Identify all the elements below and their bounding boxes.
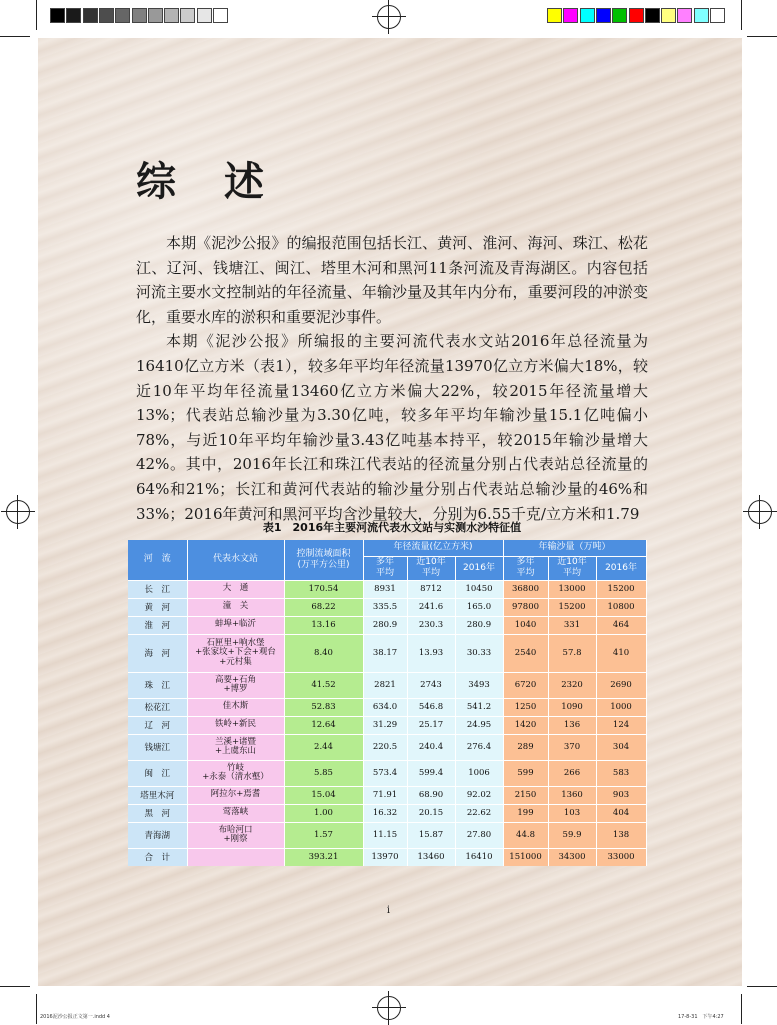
calibration-swatch bbox=[710, 8, 725, 23]
cell-runoff-avg10: 2743 bbox=[407, 672, 455, 698]
calibration-swatch bbox=[132, 8, 147, 23]
cell-station-name bbox=[187, 848, 284, 866]
cell-sediment-avg: 599 bbox=[503, 760, 548, 786]
calibration-swatch bbox=[148, 8, 163, 23]
table-row bbox=[128, 760, 646, 786]
cell-station-name: 布哈河口 +刚察 bbox=[187, 822, 284, 848]
cell-runoff-avg10: 68.90 bbox=[407, 786, 455, 804]
cell-runoff-avg10: 13460 bbox=[407, 848, 455, 866]
cell-runoff-2016: 24.95 bbox=[455, 716, 503, 734]
cell-station-name: 佳木斯 bbox=[187, 698, 284, 716]
cell-sediment-avg: 44.8 bbox=[503, 822, 548, 848]
cell-station-name: 莺落峡 bbox=[187, 804, 284, 822]
cell-sediment-2016: 2690 bbox=[596, 672, 646, 698]
cell-sediment-avg: 1040 bbox=[503, 616, 548, 634]
cell-sediment-2016: 583 bbox=[596, 760, 646, 786]
cell-station-name: 潼 关 bbox=[187, 598, 284, 616]
cell-sediment-avg10: 34300 bbox=[548, 848, 596, 866]
calibration-swatch bbox=[99, 8, 114, 23]
cell-basin-area: 13.16 bbox=[284, 616, 363, 634]
footer-timestamp: 17-8-31 下午4:27 bbox=[678, 1014, 724, 1020]
cell-sediment-avg10: 1090 bbox=[548, 698, 596, 716]
registration-mark-left bbox=[6, 500, 30, 524]
cell-river-name: 淮 河 bbox=[128, 616, 187, 634]
cell-runoff-2016: 10450 bbox=[455, 580, 503, 598]
cell-sediment-avg: 6720 bbox=[503, 672, 548, 698]
cell-river-name: 辽 河 bbox=[128, 716, 187, 734]
calibration-swatch bbox=[164, 8, 179, 23]
cell-runoff-avg: 38.17 bbox=[363, 634, 407, 672]
cell-runoff-avg: 634.0 bbox=[363, 698, 407, 716]
cell-river-name: 黑 河 bbox=[128, 804, 187, 822]
cell-sediment-avg: 289 bbox=[503, 734, 548, 760]
header-runoff-2016: 2016年 bbox=[455, 556, 503, 580]
cell-basin-area: 1.00 bbox=[284, 804, 363, 822]
cell-station-name: 蚌埠+临沂 bbox=[187, 616, 284, 634]
cell-station-name: 石匣里+响水堡 +张家坟+下会+观台 +元村集 bbox=[187, 634, 284, 672]
calibration-swatch bbox=[115, 8, 130, 23]
cell-runoff-avg: 31.29 bbox=[363, 716, 407, 734]
cell-sediment-avg: 1250 bbox=[503, 698, 548, 716]
table-row bbox=[128, 786, 646, 804]
cell-runoff-avg10: 230.3 bbox=[407, 616, 455, 634]
cell-runoff-avg: 573.4 bbox=[363, 760, 407, 786]
crop-mark bbox=[741, 994, 742, 1024]
page-number: i bbox=[386, 905, 391, 916]
header-sediment-avg: 多年 平均 bbox=[503, 556, 548, 580]
cell-sediment-avg: 2540 bbox=[503, 634, 548, 672]
table-row bbox=[128, 822, 646, 848]
cell-sediment-avg: 2150 bbox=[503, 786, 548, 804]
cell-runoff-avg: 280.9 bbox=[363, 616, 407, 634]
table-row bbox=[128, 634, 646, 672]
cell-sediment-avg: 97800 bbox=[503, 598, 548, 616]
crop-mark bbox=[36, 994, 37, 1024]
header-area-text: 控制流域面积 (万平方公里) bbox=[296, 548, 351, 570]
calibration-swatch bbox=[580, 8, 595, 23]
cell-basin-area: 393.21 bbox=[284, 848, 363, 866]
cell-runoff-avg10: 546.8 bbox=[407, 698, 455, 716]
paragraph-scope: 本期《泥沙公报》的编报范围包括长江、黄河、淮河、海河、珠江、松花江、辽河、钱塘江、闽江、塔里木河和黑河11条河流及青海湖区。内容包括河流主要水文控制站的年径流量、年输沙量及其年内分布，重要河段的冲淤变化，重要水库的淤积和重要泥沙事件。 bbox=[136, 234, 648, 326]
registration-mark-top bbox=[377, 5, 401, 29]
cell-sediment-2016: 404 bbox=[596, 804, 646, 822]
cell-sediment-2016: 410 bbox=[596, 634, 646, 672]
footer-file-name: 2016泥沙公报正文第一.indd 4 bbox=[40, 1014, 110, 1020]
cell-basin-area: 15.04 bbox=[284, 786, 363, 804]
header-runoff-avg: 多年 平均 bbox=[363, 556, 407, 580]
table-caption: 表1 2016年主要河流代表水文站与实测水沙特征值 bbox=[262, 521, 522, 534]
cell-river-name: 珠 江 bbox=[128, 672, 187, 698]
cell-sediment-avg: 36800 bbox=[503, 580, 548, 598]
cell-sediment-2016: 138 bbox=[596, 822, 646, 848]
cell-river-name: 海 河 bbox=[128, 634, 187, 672]
cell-river-name: 青海湖 bbox=[128, 822, 187, 848]
table-row bbox=[128, 580, 646, 598]
cell-runoff-avg: 2821 bbox=[363, 672, 407, 698]
cell-runoff-2016: 22.62 bbox=[455, 804, 503, 822]
cell-sediment-2016: 464 bbox=[596, 616, 646, 634]
calibration-swatch bbox=[612, 8, 627, 23]
paragraph-summary: 本期《泥沙公报》所编报的主要河流代表水文站2016年总径流量为16410亿立方米（表1），较多年平均年径流量13970亿立方米偏大18%，较近10年平均年径流量13460亿立方米偏大22%，较2015年径流量增大13%；代表站总输沙量为3.30亿吨，较多年平均年输沙量15.1亿吨偏小78%，与近10年平均年输沙量3.43亿吨基本持平，较2015年输沙量增大42%。其中，2016年长江和珠江代表站的径流量分别占代表站总径流量的64%和21%；长江和黄河代表站的输沙量分别占代表站总输沙量的46%和33%；2016年黄河和黑河平均含沙量较大，分别为6.55千克/立方米和1.79 bbox=[136, 332, 648, 523]
cell-sediment-2016: 10800 bbox=[596, 598, 646, 616]
calibration-swatch bbox=[66, 8, 81, 23]
calibration-swatch bbox=[661, 8, 676, 23]
cell-station-name: 铁岭+新民 bbox=[187, 716, 284, 734]
calibration-swatch bbox=[50, 8, 65, 23]
cell-runoff-2016: 92.02 bbox=[455, 786, 503, 804]
table-row bbox=[128, 734, 646, 760]
header-runoff-group: 年径流量(亿立方米) bbox=[363, 540, 503, 556]
calibration-swatch bbox=[629, 8, 644, 23]
cell-basin-area: 1.57 bbox=[284, 822, 363, 848]
cell-runoff-avg: 16.32 bbox=[363, 804, 407, 822]
cell-basin-area: 5.85 bbox=[284, 760, 363, 786]
cell-sediment-avg10: 136 bbox=[548, 716, 596, 734]
cell-river-name: 合 计 bbox=[128, 848, 187, 866]
cell-sediment-2016: 33000 bbox=[596, 848, 646, 866]
cell-runoff-2016: 276.4 bbox=[455, 734, 503, 760]
cell-runoff-2016: 541.2 bbox=[455, 698, 503, 716]
cell-runoff-avg10: 599.4 bbox=[407, 760, 455, 786]
cell-runoff-avg10: 13.93 bbox=[407, 634, 455, 672]
calibration-swatch bbox=[563, 8, 578, 23]
calibration-swatch bbox=[213, 8, 228, 23]
cell-sediment-avg10: 266 bbox=[548, 760, 596, 786]
cell-runoff-2016: 165.0 bbox=[455, 598, 503, 616]
section-heading: 综述 bbox=[136, 159, 312, 205]
registration-mark-right bbox=[748, 500, 772, 524]
cell-runoff-avg: 11.15 bbox=[363, 822, 407, 848]
cell-sediment-avg10: 370 bbox=[548, 734, 596, 760]
cell-runoff-2016: 280.9 bbox=[455, 616, 503, 634]
hydrology-table bbox=[128, 540, 647, 866]
cell-river-name: 长 江 bbox=[128, 580, 187, 598]
cell-runoff-2016: 27.80 bbox=[455, 822, 503, 848]
header-sediment-2016: 2016年 bbox=[596, 556, 646, 580]
calibration-swatch bbox=[694, 8, 709, 23]
cell-sediment-avg10: 2320 bbox=[548, 672, 596, 698]
calibration-swatch bbox=[83, 8, 98, 23]
header-sediment-avg10: 近10年 平均 bbox=[548, 556, 596, 580]
cell-runoff-2016: 1006 bbox=[455, 760, 503, 786]
cell-river-name: 黄 河 bbox=[128, 598, 187, 616]
cell-sediment-2016: 15200 bbox=[596, 580, 646, 598]
table-row bbox=[128, 616, 646, 634]
cell-runoff-avg10: 25.17 bbox=[407, 716, 455, 734]
cell-runoff-avg10: 15.87 bbox=[407, 822, 455, 848]
cell-runoff-avg: 220.5 bbox=[363, 734, 407, 760]
cell-basin-area: 170.54 bbox=[284, 580, 363, 598]
cell-sediment-avg10: 13000 bbox=[548, 580, 596, 598]
table-row bbox=[128, 848, 646, 866]
header-station: 代表水文站 bbox=[187, 540, 284, 580]
cell-runoff-avg10: 20.15 bbox=[407, 804, 455, 822]
cell-sediment-avg: 151000 bbox=[503, 848, 548, 866]
calibration-swatch bbox=[547, 8, 562, 23]
table-row bbox=[128, 716, 646, 734]
body-text bbox=[136, 231, 648, 526]
cell-river-name: 松花江 bbox=[128, 698, 187, 716]
cell-runoff-2016: 3493 bbox=[455, 672, 503, 698]
cell-sediment-avg10: 57.8 bbox=[548, 634, 596, 672]
cell-runoff-avg: 13970 bbox=[363, 848, 407, 866]
cell-river-name: 闽 江 bbox=[128, 760, 187, 786]
cell-sediment-avg10: 59.9 bbox=[548, 822, 596, 848]
cell-station-name: 高要+石角 +博罗 bbox=[187, 672, 284, 698]
cell-river-name: 塔里木河 bbox=[128, 786, 187, 804]
cell-sediment-2016: 903 bbox=[596, 786, 646, 804]
cell-basin-area: 2.44 bbox=[284, 734, 363, 760]
calibration-swatch bbox=[645, 8, 660, 23]
cell-runoff-avg10: 8712 bbox=[407, 580, 455, 598]
cell-sediment-avg: 1420 bbox=[503, 716, 548, 734]
calibration-swatch bbox=[677, 8, 692, 23]
header-runoff-avg10: 近10年 平均 bbox=[407, 556, 455, 580]
cell-runoff-avg: 335.5 bbox=[363, 598, 407, 616]
cell-station-name: 阿拉尔+焉耆 bbox=[187, 786, 284, 804]
cell-sediment-avg: 199 bbox=[503, 804, 548, 822]
cell-runoff-avg10: 240.4 bbox=[407, 734, 455, 760]
cell-sediment-avg10: 103 bbox=[548, 804, 596, 822]
cell-station-name: 兰溪+诸暨 +上虞东山 bbox=[187, 734, 284, 760]
header-area bbox=[284, 540, 363, 580]
cell-river-name: 钱塘江 bbox=[128, 734, 187, 760]
calibration-swatch bbox=[197, 8, 212, 23]
table-row bbox=[128, 598, 646, 616]
cell-sediment-2016: 304 bbox=[596, 734, 646, 760]
table-row bbox=[128, 698, 646, 716]
table-row bbox=[128, 672, 646, 698]
cell-runoff-avg: 71.91 bbox=[363, 786, 407, 804]
calibration-swatch bbox=[596, 8, 611, 23]
cell-runoff-2016: 16410 bbox=[455, 848, 503, 866]
cell-basin-area: 52.83 bbox=[284, 698, 363, 716]
calibration-swatch bbox=[180, 8, 195, 23]
crop-mark bbox=[747, 36, 777, 37]
cell-basin-area: 68.22 bbox=[284, 598, 363, 616]
cell-runoff-avg10: 241.6 bbox=[407, 598, 455, 616]
header-river: 河 流 bbox=[128, 540, 187, 580]
cell-sediment-avg10: 15200 bbox=[548, 598, 596, 616]
cell-station-name: 竹岐 +永泰（清水壑） bbox=[187, 760, 284, 786]
crop-mark bbox=[0, 36, 30, 37]
cell-station-name: 大 通 bbox=[187, 580, 284, 598]
table-row bbox=[128, 804, 646, 822]
cell-sediment-avg10: 1360 bbox=[548, 786, 596, 804]
crop-mark bbox=[747, 986, 777, 987]
cell-basin-area: 8.40 bbox=[284, 634, 363, 672]
crop-mark bbox=[36, 0, 37, 30]
cell-sediment-2016: 1000 bbox=[596, 698, 646, 716]
crop-mark bbox=[741, 0, 742, 30]
cell-sediment-2016: 124 bbox=[596, 716, 646, 734]
cell-basin-area: 41.52 bbox=[284, 672, 363, 698]
crop-mark bbox=[0, 986, 30, 987]
cell-sediment-avg10: 331 bbox=[548, 616, 596, 634]
cell-runoff-avg: 8931 bbox=[363, 580, 407, 598]
header-sediment-group: 年输沙量（万吨） bbox=[503, 540, 646, 556]
registration-mark-bottom bbox=[377, 996, 401, 1020]
cell-basin-area: 12.64 bbox=[284, 716, 363, 734]
cell-runoff-2016: 30.33 bbox=[455, 634, 503, 672]
